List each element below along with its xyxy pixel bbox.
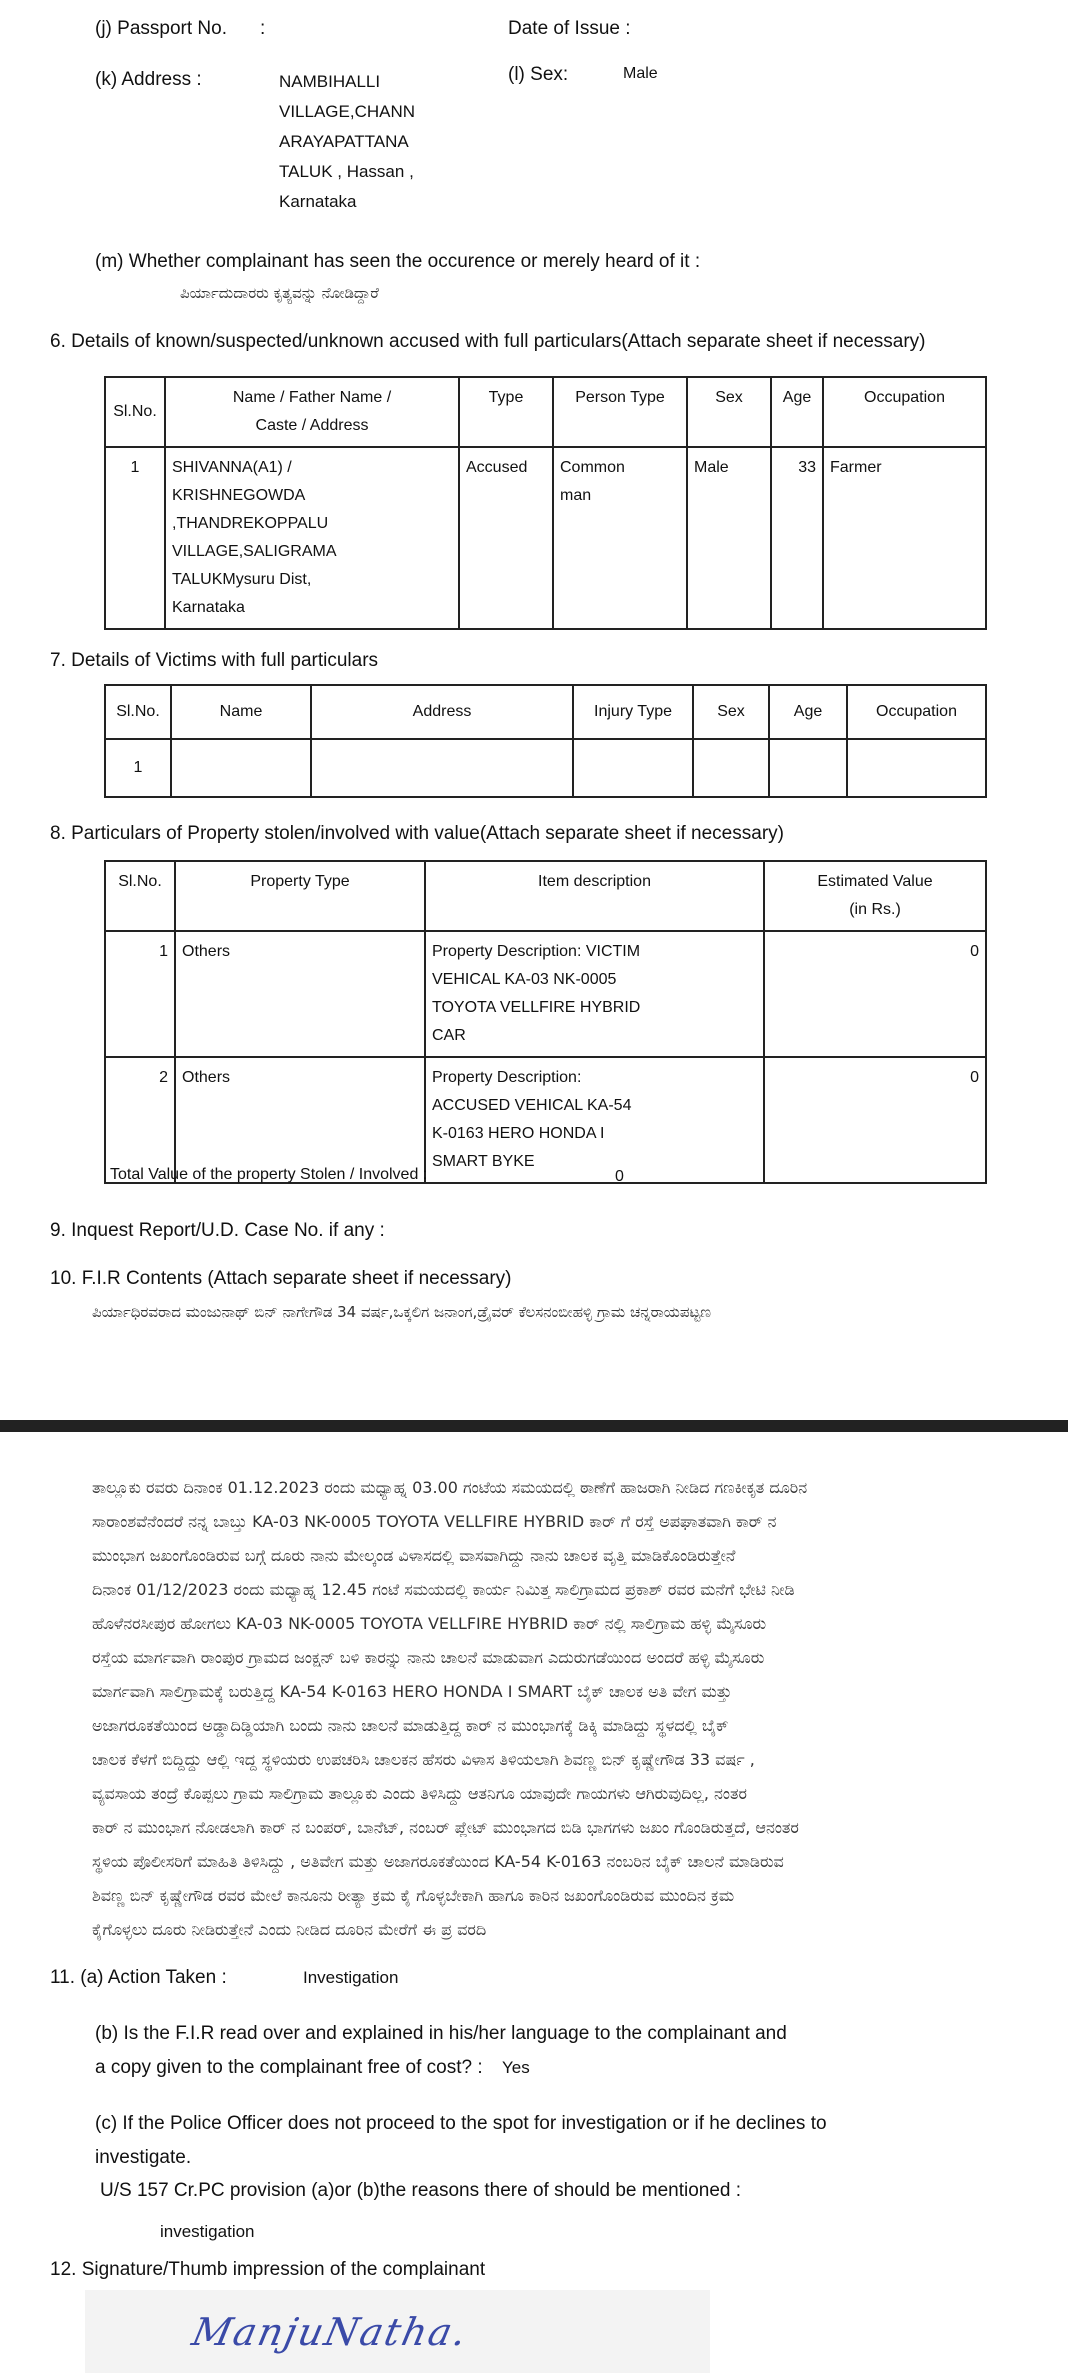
name-line: ,THANDREKOPPALU	[172, 515, 329, 532]
th-injury-type: Injury Type	[573, 685, 693, 739]
th-value-line1: Estimated Value	[817, 873, 933, 890]
cell-empty	[769, 739, 847, 797]
fir-line: ಕಾರ್ ನ ಮುಂಭಾಗ ನೋಡಲಾಗಿ ಕಾರ್ ನ ಬಂಪರ್, ಬಾನೆಟ್, ನಂಬರ್ ಪ್ಲೇಟ್ ಮುಂಭಾಗದ ಬಿಡಿ ಭಾಗಗಳು ಜಖಂ ಗೊಂಡಿರುತ್ತದೆ, ಆನಂತರ	[92, 1818, 799, 1837]
section7-heading: 7. Details of Victims with full particulars	[50, 650, 379, 671]
section6-heading: 6. Details of known/suspected/unknown accused with full particulars(Attach separate sheet if necessary)	[50, 331, 926, 352]
name-line: VILLAGE,SALIGRAMA	[172, 543, 337, 560]
fir-read-value: Yes	[502, 2058, 530, 2077]
cell-empty	[311, 739, 573, 797]
desc-line: Property Description:	[432, 1069, 582, 1086]
signature-area	[85, 2290, 710, 2373]
passport-colon: :	[260, 18, 266, 39]
table-row	[105, 931, 986, 1057]
person-type-line: man	[560, 487, 592, 504]
person-type-line: Common	[560, 459, 625, 476]
cell-description	[425, 1057, 764, 1183]
cell-type: Others	[175, 1057, 425, 1183]
name-line: SHIVANNA(A1) /	[172, 459, 292, 476]
fir-line: ತಾಲ್ಲೂಕು ರವರು ದಿನಾಂಕ 01.12.2023 ರಂದು ಮಧ್ಯಾಹ್ನ 03.00 ಗಂಟೆಯ ಸಮಯದಲ್ಲಿ ಠಾಣೆಗೆ ಹಾಜರಾಗಿ ನೀಡಿದ ಗಣಕೀಕೃತ ದೂರಿನ	[92, 1478, 808, 1497]
th-estimated-value	[764, 861, 986, 931]
sex-label: (l) Sex:	[508, 64, 569, 85]
desc-line: SMART BYKE	[432, 1153, 535, 1170]
name-line: Karnataka	[172, 599, 245, 616]
desc-line: CAR	[432, 1027, 466, 1044]
cell-sl: 2	[105, 1057, 175, 1183]
passport-label: (j) Passport No.	[95, 18, 227, 39]
fir-line: ಕೈಗೊಳ್ಳಲು ದೂರು ನೀಡಿರುತ್ತೇನೆ ಎಂದು ನೀಡಿದ ದೂರಿನ ಮೇರೆಗೆ ಈ ಪ್ರ ವರದಿ	[92, 1920, 487, 1939]
th-slno: Sl.No.	[105, 377, 165, 447]
table-row	[105, 1057, 986, 1183]
fir-line: ಸ್ಥಳಿಯ ಪೊಲೀಸರಿಗೆ ಮಾಹಿತಿ ತಿಳಿಸಿದ್ದು , ಅತಿವೇಗ ಮತ್ತು ಅಜಾಗರೂಕತೆಯಿಂದ KA-54 K-0163 ನಂಬರಿನ ಬೈಕ್ ಚಾಲನೆ ಮಾಡಿರುವ	[92, 1852, 784, 1871]
officer-line1: (c) If the Police Officer does not proceed to the spot for investigation or if he declines to	[95, 2113, 827, 2134]
th-value-line2: (in Rs.)	[849, 901, 901, 918]
fir-line: ಸಾರಾಂಶವೆನೆಂದರೆ ನನ್ನ ಬಾಬ್ತು KA-03 NK-0005 TOYOTA VELLFIRE HYBRID ಕಾರ್ ಗೆ ರಸ್ತೆ ಅಪಘಾತವಾಗಿ ಕಾರ್ ನ	[92, 1512, 777, 1531]
address-label: (k) Address :	[95, 69, 202, 90]
total-value: 0	[615, 1168, 624, 1185]
action-taken-value: Investigation	[303, 1968, 399, 1987]
fir-line: ಮಾರ್ಗವಾಗಿ ಸಾಲಿಗ್ರಾಮಕ್ಕೆ ಬರುತ್ತಿದ್ದ KA-54 K-0163 HERO HONDA I SMART ಬೈಕ್ ಚಾಲಕ ಅತಿ ವೇಗ ಮತ್ತು	[92, 1682, 732, 1701]
officer-value: investigation	[160, 2222, 255, 2241]
cell-value: 0	[764, 1057, 986, 1183]
cell-name	[165, 447, 459, 629]
address-block	[279, 67, 415, 217]
th-property-type: Property Type	[175, 861, 425, 931]
fir-line: ರಸ್ತೆಯ ಮಾರ್ಗವಾಗಿ ರಾಂಪುರ ಗ್ರಾಮದ ಜಂಕ್ಷನ್ ಬಳಿ ಕಾರನ್ನು ನಾನು ಚಾಲನೆ ಮಾಡುವಾಗ ಎದುರುಗಡೆಯಿಂದ ಅಂದರೆ ಹಳ್ಳಿ ಮೈಸೂರು	[92, 1648, 765, 1667]
complainant-signature: ManjuNatha.	[188, 2310, 473, 2354]
date-issue-label: Date of Issue :	[508, 18, 631, 39]
address-line: Karnataka	[279, 192, 357, 211]
accused-table	[104, 376, 987, 630]
cell-type: Accused	[459, 447, 553, 629]
officer-line2: investigate.	[95, 2147, 192, 2168]
fir-line: ಮುಂಭಾಗ ಜಖಂಗೊಂಡಿರುವ ಬಗ್ಗೆ ದೂರು ನಾನು ಮೇಲ್ಕಂಡ ವಿಳಾಸದಲ್ಲಿ ವಾಸವಾಗಿದ್ದು ನಾನು ಚಾಲಕ ವೃತ್ತಿ ಮಾಡಿಕೊಂಡಿರುತ್ತೇನೆ	[92, 1546, 736, 1565]
address-line: NAMBIHALLI	[279, 72, 381, 91]
cell-sl: 1	[105, 739, 171, 797]
fir-line: ಹೊಳೆನರಸೀಪುರ ಹೋಗಲು KA-03 NK-0005 TOYOTA VELLFIRE HYBRID ಕಾರ್ ನಲ್ಲಿ ಸಾಲಿಗ್ರಾಮ ಹಳ್ಳಿ ಮೈಸೂರು	[92, 1614, 767, 1633]
cell-empty	[171, 739, 311, 797]
cell-empty	[693, 739, 769, 797]
th-sex: Sex	[693, 685, 769, 739]
th-occupation: Occupation	[823, 377, 986, 447]
officer-line3: U/S 157 Cr.PC provision (a)or (b)the reasons there of should be mentioned :	[100, 2180, 742, 2201]
action-taken-label: 11. (a) Action Taken :	[50, 1967, 227, 1988]
total-label: Total Value of the property Stolen / Involved :	[110, 1166, 428, 1183]
address-line: ARAYAPATTANA	[279, 132, 409, 151]
desc-line: TOYOTA VELLFIRE HYBRID	[432, 999, 641, 1016]
th-person-type: Person Type	[553, 377, 687, 447]
table-row	[105, 739, 986, 797]
th-address: Address	[311, 685, 573, 739]
cell-person-type	[553, 447, 687, 629]
th-name-line2: Caste / Address	[255, 417, 369, 434]
fir-line: ವ್ಯವಸಾಯ ತಂದ್ರೆ ಕೊಪ್ಪಲು ಗ್ರಾಮ ಸಾಲಿಗ್ರಾಮ ತಾಲ್ಲೂಕು ಎಂದು ತಿಳಿಸಿದ್ದು ಆತನಿಗೂ ಯಾವುದೇ ಗಾಯಗಳು ಆಗಿರುವುದಿಲ್ಲ, ನಂತರ	[92, 1784, 747, 1803]
cell-age: 33	[771, 447, 823, 629]
section8-heading: 8. Particulars of Property stolen/involved with value(Attach separate sheet if necessary)	[50, 823, 784, 844]
desc-line: Property Description: VICTIM	[432, 943, 641, 960]
desc-line: VEHICAL KA-03 NK-0005	[432, 971, 617, 988]
cell-type: Others	[175, 931, 425, 1057]
name-line: KRISHNEGOWDA	[172, 487, 306, 504]
property-table	[104, 860, 987, 1184]
fir-read-line2: a copy given to the complainant free of cost? :	[95, 2057, 483, 2078]
th-name-line1: Name / Father Name /	[232, 389, 392, 406]
fir-line: ಚಾಲಕ ಕೆಳಗೆ ಬಿದ್ದಿದ್ದು ಆಲ್ಲಿ ಇದ್ದ ಸ್ಥಳಿಯರು ಉಪಚರಿಸಿ ಚಾಲಕನ ಹೆಸರು ವಿಳಾಸ ತಿಳಿಯಲಾಗಿ ಶಿವಣ್ಣ ಬಿನ್ ಕೃಷ್ಣೇಗೌಡ 33 ವರ್ಷ ,	[92, 1750, 755, 1769]
th-occupation: Occupation	[847, 685, 986, 739]
page-divider	[0, 1420, 1068, 1432]
victims-table	[104, 684, 987, 798]
table-row	[105, 447, 986, 629]
cell-empty	[847, 739, 986, 797]
th-slno: Sl.No.	[105, 685, 171, 739]
section9-heading: 9. Inquest Report/U.D. Case No. if any :	[50, 1220, 385, 1241]
desc-line: ACCUSED VEHICAL KA-54	[432, 1097, 632, 1114]
th-name: Name	[171, 685, 311, 739]
fir-line: ಅಜಾಗರೂಕತೆಯಿಂದ ಅಡ್ಡಾದಿಡ್ಡಿಯಾಗಿ ಬಂದು ನಾನು ಚಾಲನೆ ಮಾಡುತ್ತಿದ್ದ ಕಾರ್ ನ ಮುಂಭಾಗಕ್ಕೆ ಡಿಕ್ಕಿ ಮಾಡಿದ್ದು ಸ್ಥಳದಲ್ಲಿ ಬೈಕ್	[92, 1716, 729, 1735]
cell-value: 0	[764, 931, 986, 1057]
cell-sl: 1	[105, 931, 175, 1057]
fir-line: ದಿನಾಂಕ 01/12/2023 ರಂದು ಮಧ್ಯಾಹ್ನ 12.45 ಗಂಟೆ ಸಮಯದಲ್ಲಿ ಕಾರ್ಯ ನಿಮಿತ್ತ ಸಾಲಿಗ್ರಾಮದ ಪ್ರಕಾಶ್ ರವರ ಮನೆಗೆ ಭೇಟಿ ನೀಡಿ	[92, 1580, 795, 1599]
th-age: Age	[771, 377, 823, 447]
th-type: Type	[459, 377, 553, 447]
seen-label: (m) Whether complainant has seen the occurence or merely heard of it :	[95, 251, 701, 272]
seen-value: ಪಿರ್ಯಾದುದಾರರು ಕೃತ್ಯವನ್ನು ನೋಡಿದ್ದಾರೆ	[180, 284, 379, 302]
name-line: TALUKMysuru Dist,	[172, 571, 312, 588]
fir-first-line: ಪಿರ್ಯಾಧಿರವರಾದ ಮಂಜುನಾಥ್ ಬಿನ್ ನಾಗೇಗೌಡ 34 ವರ್ಷ,ಒಕ್ಕಲಿಗ ಜನಾಂಗ,ಡ್ರೈವರ್ ಕೆಲಸನಂಬೀಹಳ್ಳಿ ಗ್ರಾಮ ಚನ್ನರಾಯಪಟ್ಟಣ	[92, 1303, 711, 1321]
section12-heading: 12. Signature/Thumb impression of the complainant	[50, 2259, 486, 2280]
th-slno: Sl.No.	[105, 861, 175, 931]
address-line: VILLAGE,CHANN	[279, 102, 416, 121]
section10-heading: 10. F.I.R Contents (Attach separate sheet if necessary)	[50, 1268, 512, 1289]
cell-description	[425, 931, 764, 1057]
cell-sl: 1	[105, 447, 165, 629]
address-line: TALUK , Hassan ,	[279, 162, 414, 181]
cell-sex: Male	[687, 447, 771, 629]
fir-read-line1: (b) Is the F.I.R read over and explained in his/her language to the complainant and	[95, 2023, 787, 2044]
th-sex: Sex	[687, 377, 771, 447]
th-item-description: Item description	[425, 861, 764, 931]
cell-occupation: Farmer	[823, 447, 986, 629]
th-name	[165, 377, 459, 447]
cell-empty	[573, 739, 693, 797]
fir-line: ಶಿವಣ್ಣ ಬಿನ್ ಕೃಷ್ಣೇಗೌಡ ರವರ ಮೇಲೆ ಕಾನೂನು ರೀತ್ಯಾ ಕ್ರಮ ಕೈ ಗೊಳ್ಳಬೇಕಾಗಿ ಹಾಗೂ ಕಾರಿನ ಜಖಂಗೊಂಡಿರುವ ಮುಂದಿನ ಕ್ರಮ	[92, 1886, 735, 1905]
desc-line: K-0163 HERO HONDA I	[432, 1125, 605, 1142]
th-age: Age	[769, 685, 847, 739]
sex-value: Male	[623, 65, 658, 82]
